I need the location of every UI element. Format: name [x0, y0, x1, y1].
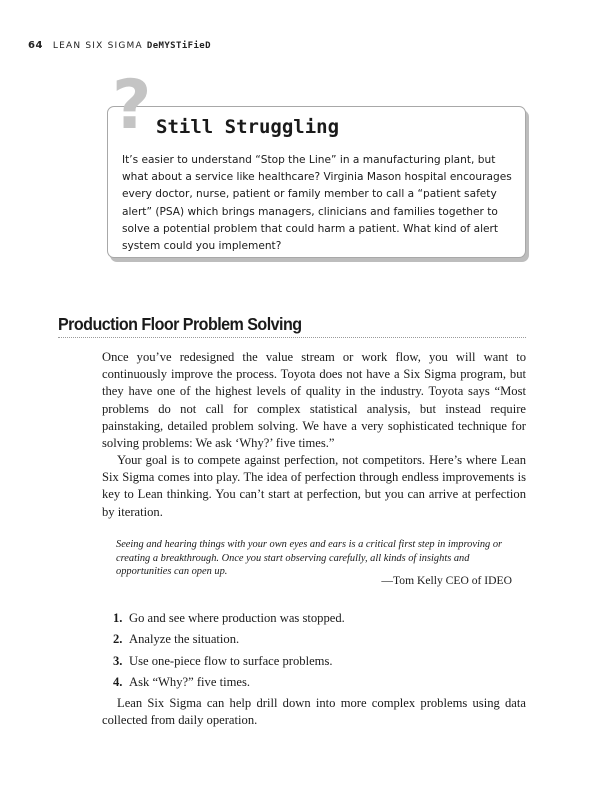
section-divider	[58, 337, 526, 338]
list-item: 2. Analyze the situation.	[113, 632, 240, 647]
book-title-series: DeMYSTiFieD	[146, 41, 211, 51]
running-header	[28, 40, 211, 51]
list-item: 1. Go and see where production was stopped.	[113, 611, 345, 625]
list-item: 4. Ask “Why?” five times.	[113, 675, 250, 690]
quote-attribution: —Tom Kelly CEO of IDEO	[381, 574, 512, 587]
paragraph-2: Your goal is to compete against perfection, not competitors. Here’s where Lean Six Sigma comes into play. The idea of perfection through endless improvements is key to Lean thinking. You can’t start at perfection, but you can arrive at perfection by iteration.	[102, 453, 526, 519]
book-title: LEAN SIX SIGMA	[52, 41, 143, 51]
question-mark-icon: ?	[112, 66, 152, 145]
epigraph-quote: Seeing and hearing things with your own eyes and ears is a critical first step in improving or creating a breakthrough. Once you start observing carefully, all kinds of insights and opportunities can open up.	[116, 539, 503, 578]
steps-list	[113, 608, 345, 694]
section-heading: Production Floor Problem Solving	[58, 314, 302, 334]
sidebar-text: It’s easier to understand “Stop the Line” in a manufacturing plant, but what about a service like healthcare? Virginia Mason hospital encourages every doctor, nurse, patient or family member to call a “patient safety alert” (PSA) which brings managers, clinicians and families together to solve a potential problem that could harm a patient. What kind of alert system could you implement?	[122, 154, 512, 253]
paragraph-3: Lean Six Sigma can help drill down into more complex problems using data collected from daily operation.	[102, 696, 526, 728]
page-number: 64	[28, 40, 43, 51]
sidebar-title: Still Struggling	[156, 116, 340, 138]
paragraph-1: Once you’ve redesigned the value stream or work flow, you will want to continuously improve the process. Toyota does not have a Six Sigma program, but they have one of the highest levels of quality in the industry. Toyota says “Most problems do not call for complex statistical analysis, but instead require painstaking, detailed problem solving. We have a very sophisticated technique for solving problems: We ask ‘Why?’ five times.”	[102, 350, 526, 451]
list-item: 3. Use one-piece flow to surface problems.	[113, 653, 333, 668]
